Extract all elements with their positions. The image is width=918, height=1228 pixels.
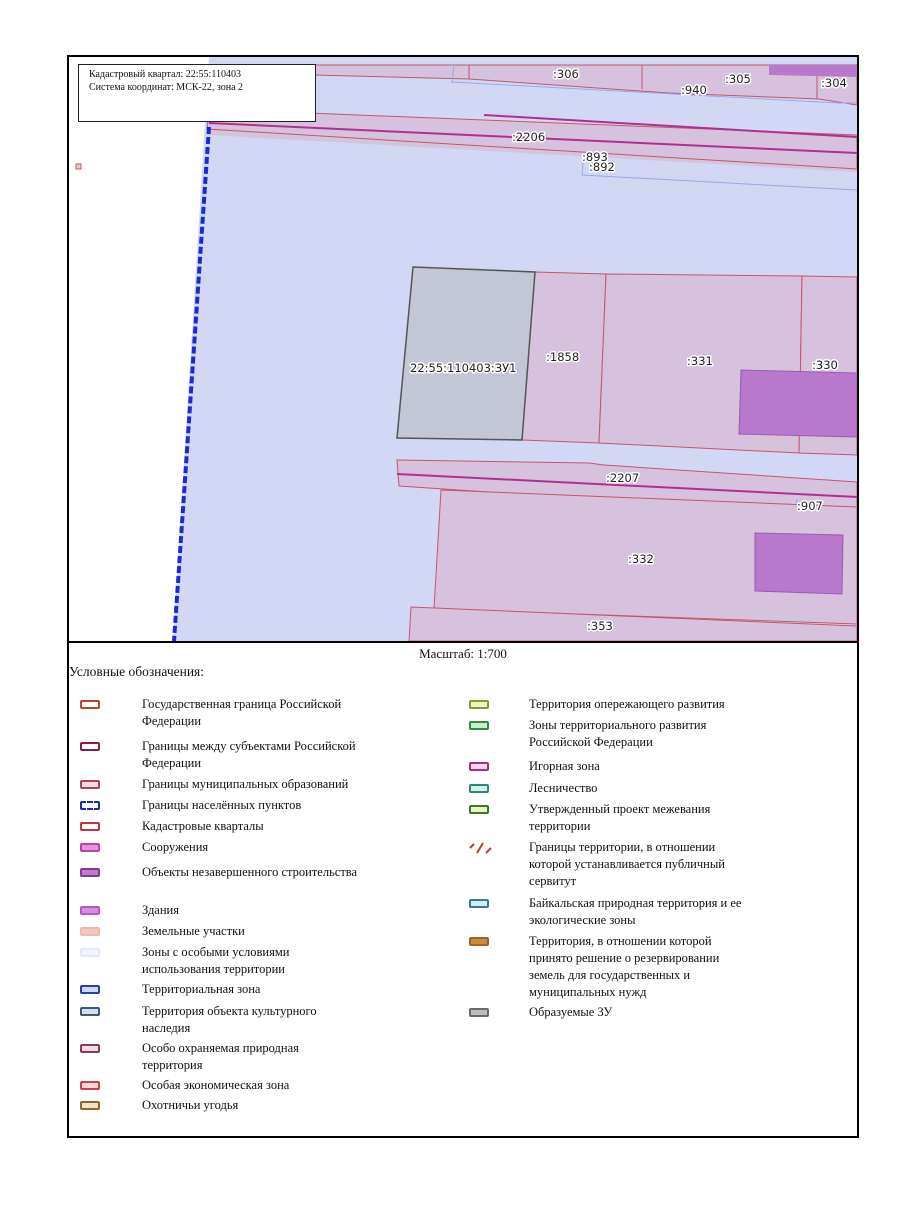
legend-label: Территория опережающего развития — [529, 697, 725, 711]
cadastral-map[interactable] — [69, 57, 857, 643]
teal-fill-swatch-icon — [469, 784, 489, 793]
label-2207: :2207 — [606, 471, 640, 485]
label-304: :304 — [821, 76, 847, 90]
legend-label: Лесничество — [529, 781, 598, 795]
map-info-box — [78, 64, 316, 122]
peach-fill-swatch-icon — [80, 927, 100, 936]
orange-fill-swatch-icon — [469, 937, 489, 946]
label-2206: :2206 — [512, 130, 546, 144]
label-893: :893 — [582, 150, 608, 164]
legend-label: Сооружения — [142, 840, 209, 854]
label-940: :940 — [681, 83, 707, 97]
new-parcel-zu1 — [397, 267, 535, 440]
legend-label: Территория, в отношении которой принято решение о резервировании земель для государственных и муниципальных нужд — [529, 934, 720, 999]
magenta-fill-swatch-icon — [469, 762, 489, 771]
rose-fill-swatch-icon — [80, 1044, 100, 1053]
map-canvas[interactable] — [69, 57, 857, 641]
legend-label: Здания — [142, 903, 179, 917]
legend-label: Зоны с особыми условиями использования территории — [142, 945, 290, 976]
blue-fill-swatch-icon — [80, 985, 100, 994]
legend-label: Объекты незавершенного строительства — [142, 865, 358, 879]
hatch-icon — [469, 842, 493, 854]
purple-outline-swatch-icon — [80, 742, 100, 751]
legend-label: Границы муниципальных образований — [142, 777, 349, 791]
slate-fill-swatch-icon — [80, 1007, 100, 1016]
tan-fill-swatch-icon — [80, 1101, 100, 1110]
building-332 — [755, 533, 843, 594]
violet-fill-swatch-icon — [80, 868, 100, 877]
point-marker — [76, 164, 81, 169]
legend-label: Охотничьи угодья — [142, 1098, 239, 1112]
red-outline-swatch-icon — [80, 700, 100, 709]
salmon-fill-swatch-icon — [80, 1081, 100, 1090]
coordinate-system-text: Система координат: МСК-22, зона 2 — [89, 82, 244, 93]
legend-title: Условные обозначения: — [69, 664, 205, 679]
cyan-fill-swatch-icon — [469, 899, 489, 908]
green-fill-swatch-icon — [469, 721, 489, 730]
blue-dashed-swatch-icon — [80, 801, 100, 810]
red-outline-swatch-icon — [80, 822, 100, 831]
label-1858: :1858 — [546, 350, 580, 364]
map-scale: Масштаб: 1:700 — [419, 646, 507, 661]
legend-label: Байкальская природная территория и ее экологические зоны — [529, 896, 742, 927]
legend-label: Образуемые ЗУ — [529, 1005, 613, 1019]
legend-label: Границы между субъектами Российской Федерации — [142, 739, 356, 770]
label-330: :330 — [812, 358, 838, 372]
legend-label: Территория объекта культурного наследия — [142, 1004, 317, 1035]
label-zu1: 22:55:110403:ЗУ1 — [410, 361, 517, 375]
legend-label: Особо охраняемая природная территория — [142, 1041, 299, 1072]
legend-label: Территориальная зона — [142, 982, 261, 996]
legend-label: Игорная зона — [529, 759, 600, 773]
cadastral-quarter-text: Кадастровый квартал: 22:55:110403 — [89, 69, 241, 80]
green-outline-swatch-icon — [469, 805, 489, 814]
gray-fill-swatch-icon — [469, 1008, 489, 1017]
legend-label: Земельные участки — [142, 924, 245, 938]
legend-label: Утвержденный проект межевания территории — [529, 802, 711, 833]
label-892: :892 — [589, 160, 615, 174]
legend-label: Особая экономическая зона — [142, 1078, 290, 1092]
legend-label: Государственная граница Российской Федерации — [142, 697, 342, 728]
label-353: :353 — [587, 619, 613, 633]
pink-fill-swatch-icon — [80, 843, 100, 852]
building-330 — [739, 370, 857, 437]
legend-label: Границы территории, в отношении которой устанавливается публичный сервитут — [529, 840, 725, 888]
faint-fill-swatch-icon — [80, 948, 100, 957]
legend-label: Кадастровые кварталы — [142, 819, 264, 833]
label-332: :332 — [628, 552, 654, 566]
pink-outline-swatch-icon — [80, 780, 100, 789]
label-907: :907 — [797, 499, 823, 513]
olive-fill-swatch-icon — [469, 700, 489, 709]
label-305: :305 — [725, 72, 751, 86]
label-331: :331 — [687, 354, 713, 368]
legend-label: Зоны территориального развития Российской Федерации — [529, 718, 707, 749]
map-sheet — [67, 55, 859, 1138]
lilac-fill-swatch-icon — [80, 906, 100, 915]
label-306: :306 — [553, 67, 579, 81]
legend-label: Границы населённых пунктов — [142, 798, 302, 812]
